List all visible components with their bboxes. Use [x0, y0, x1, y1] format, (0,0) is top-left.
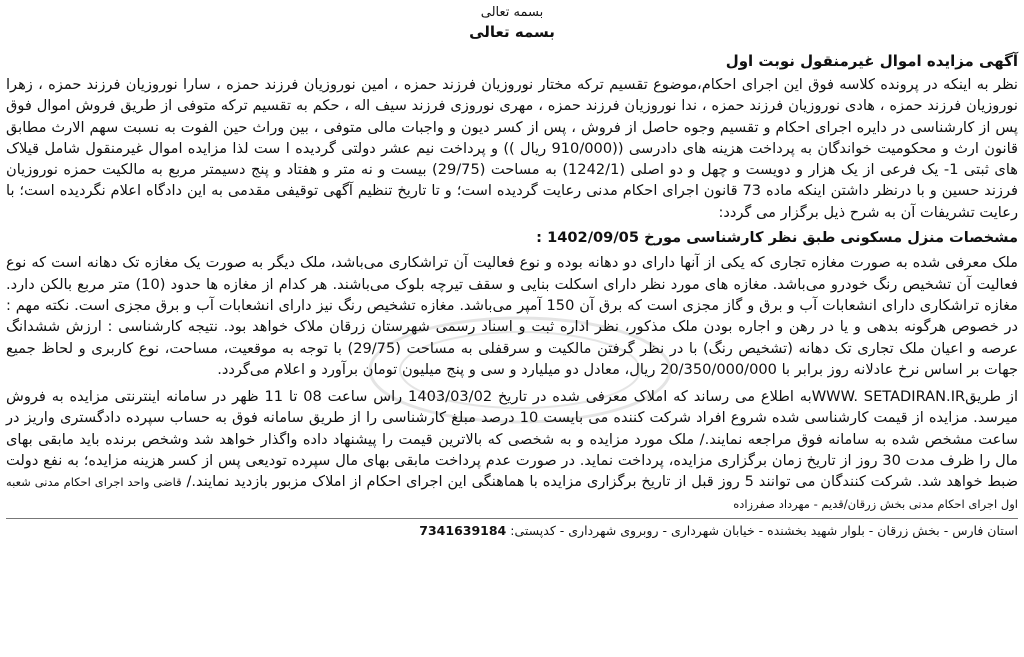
specs-title: مشخصات منزل مسکونی طبق نظر کارشناسی مورخ 1402/09/05 : [536, 229, 1018, 247]
notice-heading: آگهی مزایده اموال غیرمنقول نوبت اول [725, 52, 1018, 70]
basmala-large: بسمه تعالی [469, 23, 555, 41]
property-description: ملک معرفی شده به صورت مغازه تجاری که یکی از آنها دارای دو دهانه بوده و نوع فعالیت آن تراشکاری می‌باشد، ملک دیگر به صورت یک مغازه تک دهانه است که نوع فعالیت آن تشخیص رنگ خودرو می‌باشد. مغازه های مورد نظر دارای اسکلت بنایی و سقف تیرچه بلوک می‌باشند. هر کدام از مغازه ها حدود (10) متر مربع بالکن دارد. مغازه تراشکاری دارای انشعابات آب و برق و گاز مجزی است که برق آن 150 آمپر می‌باشد. مغازه تشخیص رنگ نیز دارای انشعابات آب و برق مجزی است. نکته مهم : در خصوص هرگونه بدهی و یا در رهن و اجاره بودن ملک مذکور، نظر اداره ثبت و اسناد رسمی شهرستان زرقان ملاک خواهد بود. نتیجه کارشناسی : ارزش ششدانگ عرصه و اعیان ملک تجاری تک دهانه (تشخیص رنگ) با در نظر گرفتن مالکیت و سرقفلی به مساحت (29/75) با توجه به موقعیت، مساحت، نوع کاربری و لحاظ جمیع جهات بر اساس نرخ عادلانه روز برابر با 20/350/000/000 ریال، معادل دو میلیارد و سی و پنج میلیون تومان برآورد و اعلام می‌گردد. [6, 254, 1019, 378]
footer-address [6, 518, 1018, 541]
signature-line: قاضی واحد اجرای احکام مدنی شعبه اول اجرای احکام مدنی بخش زرقان/قدیم - مهرداد صفرزاده [6, 475, 1018, 511]
postal-code: 7341639184 [419, 522, 507, 538]
basmala-small: بسمه تعالی [480, 5, 544, 20]
auction-notice [6, 4, 1018, 652]
terms-text: از طریقWWW. SETADIRAN.IRبه اطلاع می رساند که املاک معرفی شده در تاریخ 1403/03/02 راس ساعت 08 تا 11 ظهر در سامانه اینترنتی مزایده به فروش میرسد. مزایده از قیمت کارشناسی شده شروع افراد شرکت کننده می بایست 10 درصد مبلغ کارشناسی را از طریق سامانه فوق به حساب سپرده دادگستری واریز در ساعت مشخص شده به سامانه فوق مراجعه نمایند./ ملک مورد مزایده و به شخصی که بالاترین قیمت را پیشنهاد داده واگذار خواهد شد وشخص برنده باید مابقی بهای مال را ظرف مدت 30 روز از تاریخ زمان برگزاری مزایده، پرداخت نماید. در صورت عدم پرداخت مابقی بهای مال سپرده تودیعی پس از کسر هزینه مزایده؛ به نفع دولت ضبط خواهد شد. شرکت کنندگان می توانند 5 روز قبل از تاریخ برگزاری مزایده با هماهنگی این اجرای احکام از املاک مزبور بازدید نمایند./ [6, 388, 1018, 491]
intro-paragraph: نظر به اینکه در پرونده کلاسه فوق این اجرای احکام،موضوع تقسیم ترکه مختار نوروزیان فرزند حمزه ، امین نوروزیان فرزند حمزه ، سارا نوروزیان فرزند حمزه ، زهرا نوروزیان فرزند حمزه ، هادی نوروزیان فرزند حمزه ، ندا نوروزیان فرزند حمزه ، مهری نوروزی فرزند سیف اله ، حکم به تقسیم ترکه متوفی از طریق فروش اموال فوق پس از کارشناسی در دایره اجرای احکام و تقسیم وجوه حاصل از فروش ، پس از کسر دیون و واجبات مالی متوفی ، بین وراث حین الفوت به نسبت سهم الارث مطابق قانون ارث و محکومیت خواندگان به پرداخت هزینه های دادرسی ((910/000 ریال )) و پرداخت نیم عشر دولتی گردیده ا ست لذا مزایده اموال غیرمنقول شامل قیلاک های ثبتی 1- یک فرعی از یک هزار و دویست و چهل و دو اصلی (1242/1) به مساحت (29/75) بیست و نه متر و هفتاد و پنج دسیمتر مربع به مالکیت حمزه نوروزیان فرزند حسین و با درنظر داشتن اینکه ماده 73 قانون اجرای احکام مدنی رعایت گردیده است؛ و تا تاریخ تنظیم آگهی توقیفی مقدمی به این دادگاه اعلام نگردیده است؛ با رعایت تشریفات آن به شرح ذیل برگزار می گردد: [6, 76, 1018, 221]
address-text: استان فارس - بخش زرقان - بلوار شهید بخشنده - خیابان شهرداری - روبروی شهرداری - کدپستی: [510, 522, 1018, 538]
auction-terms [6, 386, 1018, 514]
